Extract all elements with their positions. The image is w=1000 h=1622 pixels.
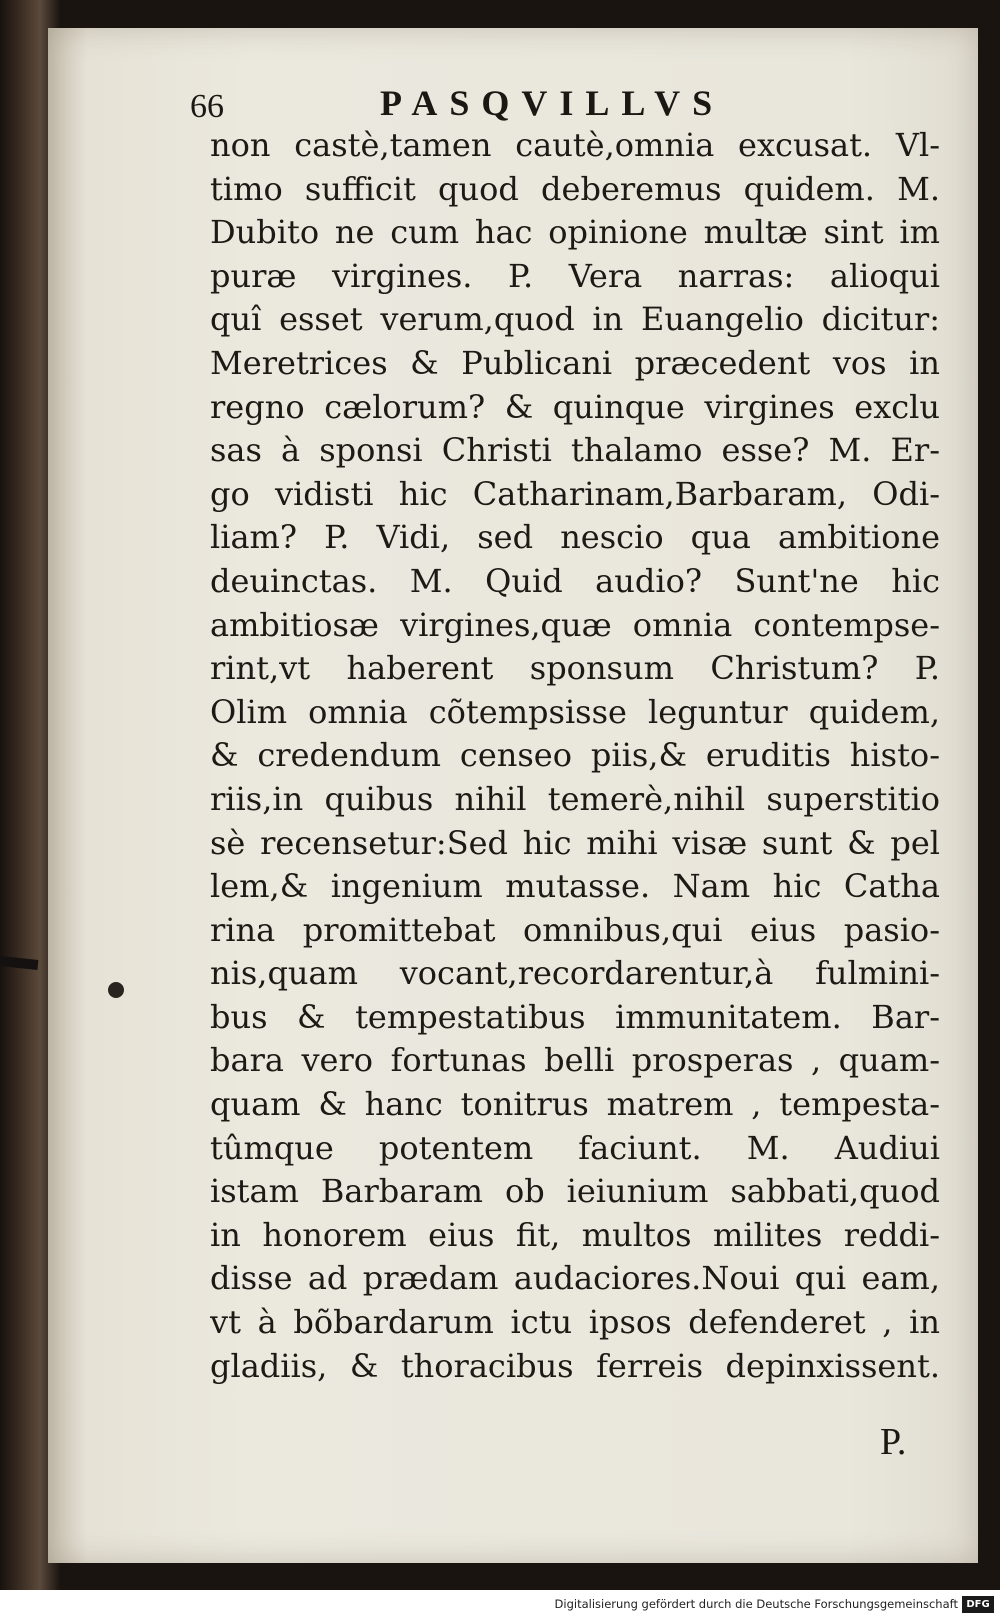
text-line: go vidisti hic Catharinam,Barbaram, Odi-	[210, 474, 940, 513]
page-number: 66	[190, 88, 224, 125]
funding-credit: Digitalisierung gefördert durch die Deutsche Forschungsgemeinschaft	[554, 1597, 958, 1611]
running-head	[190, 80, 810, 130]
text-line: in honorem eius fit, multos milites reddi-	[210, 1215, 940, 1254]
text-line: lem,& ingenium mutasse. Nam hic Catha	[210, 867, 940, 906]
text-line: vt à bõbardarum ictu ipsos defenderet , in	[210, 1303, 940, 1342]
text-line: quî esset verum,quod in Euangelio dicitur:	[210, 300, 940, 339]
text-line: non castè,tamen cautè,omnia excusat. Vl-	[210, 126, 940, 164]
text-line: bara vero fortunas belli prosperas , quam-	[210, 1041, 940, 1080]
text-line: istam Barbaram ob ieiunium sabbati,quod	[210, 1172, 940, 1211]
text-line: Meretrices & Publicani præcedent vos in	[210, 343, 940, 382]
text-line: rint,vt haberent sponsum Christum? P.	[210, 649, 940, 688]
text-line: regno cælorum? & quinque virgines exclu	[210, 387, 940, 426]
margin-dot	[108, 982, 124, 998]
text-line: sè recensetur:Sed hic mihi visæ sunt & pel	[210, 823, 940, 862]
text-line: rina promittebat omnibus,qui eius pasio-	[210, 910, 940, 949]
text-line: gladiis, & thoracibus ferreis depinxissent.	[210, 1346, 940, 1385]
running-title: PASQVILLVS	[380, 83, 725, 123]
text-line: riis,in quibus nihil temerè,nihil superstitio	[210, 779, 940, 818]
text-line: quam & hanc tonitrus matrem , tempesta-	[210, 1085, 940, 1124]
text-line: Olim omnia cõtempsisse leguntur quidem,	[210, 692, 940, 731]
text-line: & credendum censeo piis,& eruditis histo-	[210, 736, 940, 775]
dfg-logo: DFG	[962, 1596, 994, 1613]
text-line: deuinctas. M. Quid audio? Sunt'ne hic	[210, 561, 940, 600]
catchword: P.	[880, 1421, 907, 1463]
text-line: Dubito ne cum hac opinione multæ sint im	[210, 213, 940, 252]
body-text	[210, 124, 940, 1388]
text-line: bus & tempestatibus immunitatem. Bar-	[210, 997, 940, 1036]
text-line: ambitiosæ virgines,quæ omnia contempse-	[210, 605, 940, 644]
text-line: puræ virgines. P. Vera narras: alioqui	[210, 256, 940, 295]
text-line: tûmque potentem faciunt. M. Audiui	[210, 1128, 940, 1167]
text-line: disse ad prædam audaciores.Noui qui eam,	[210, 1259, 940, 1298]
text-line: liam? P. Vidi, sed nescio qua ambitione	[210, 518, 940, 557]
text-line: sas à sponsi Christi thalamo esse? M. Er-	[210, 431, 940, 470]
footer-bar	[0, 1590, 1000, 1622]
text-line: timo sufficit quod deberemus quidem. M.	[210, 169, 940, 208]
text-line: nis,quam vocant,recordarentur,à fulmini-	[210, 954, 940, 993]
